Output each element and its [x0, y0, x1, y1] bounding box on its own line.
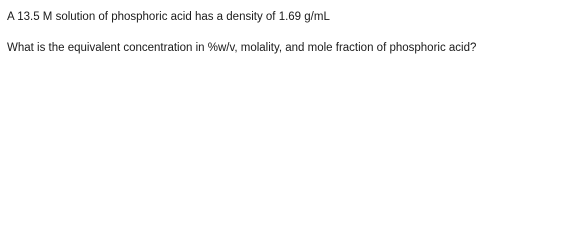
problem-statement: A 13.5 M solution of phosphoric acid has a density of 1.69 g/mL	[7, 11, 330, 23]
problem-question: What is the equivalent concentration in %w/v, molality, and mole fraction of phosphoric acid?	[7, 42, 477, 54]
